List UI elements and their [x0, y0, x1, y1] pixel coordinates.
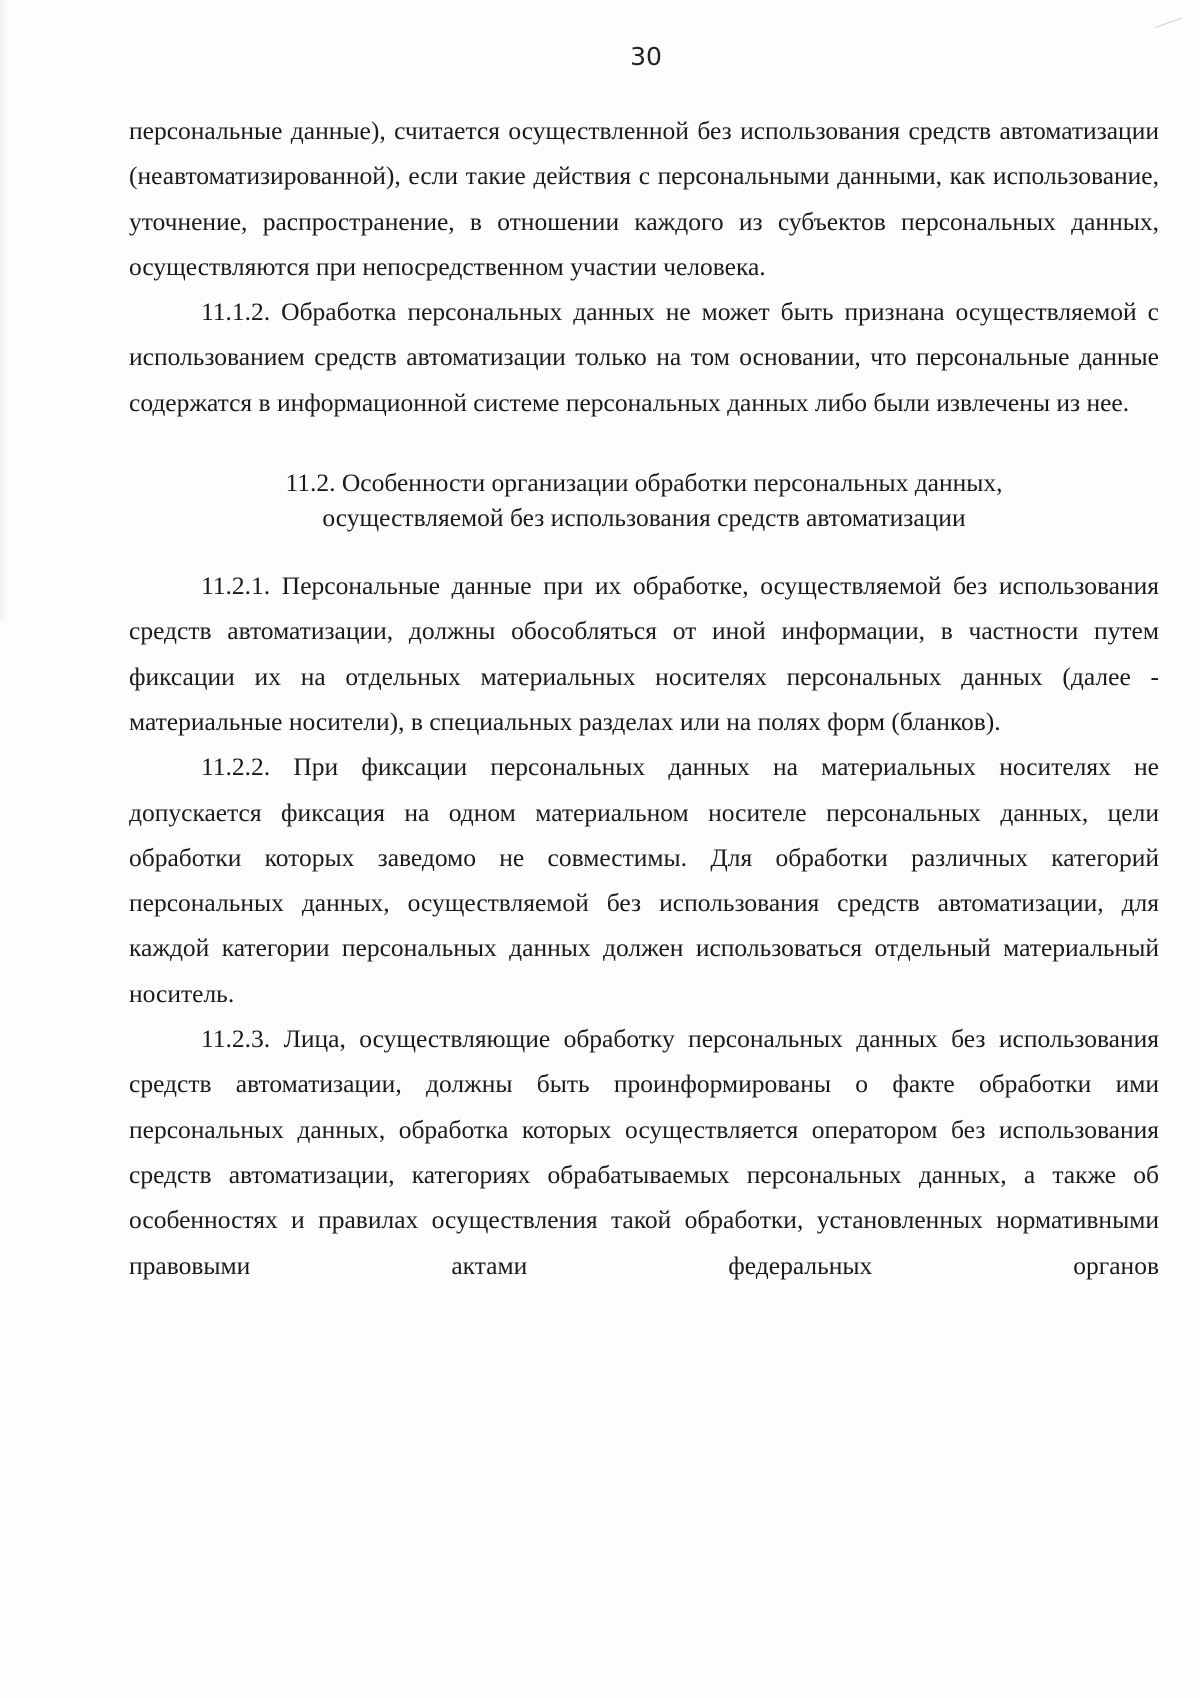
- paragraph-continued: персональные данные), считается осуществленной без использования средств автоматизации (неавтоматизированной), если такие действия с персональными данными, как использование, уточнение, распространение, в отношении каждого из субъектов персональных данных, осуществляются при непосредственном участии человека.: [129, 116, 1159, 281]
- paragraph-11-2-1: 11.2.1. Персональные данные при их обработке, осуществляемой без использования средств автоматизации, должны обособляться от иной информации, в частности путем фиксации их на отдельных материальных носителях персональных данных (далее - материальные носители), в специальных разделах или на полях форм (бланков).: [129, 571, 1159, 736]
- document-body: [129, 108, 1159, 1288]
- paragraph-11-1-2: 11.1.2. Обработка персональных данных не может быть признана осуществляемой с использованием средств автоматизации только на том основании, что персональные данные содержатся в информационной системе персональных данных либо были извлечены из нее.: [129, 297, 1159, 417]
- section-heading-11-2: [129, 465, 1159, 535]
- page-number: 30: [630, 42, 662, 71]
- section-heading-line-1: 11.2. Особенности организации обработки персональных данных,: [285, 468, 1003, 498]
- paragraph-11-2-3: 11.2.3. Лица, осуществляющие обработку персональных данных без использования средств автоматизации, должны быть проинформированы о факте обработки ими персональных данных, обработка которых осуществляется оператором без использования средств автоматизации, категориях обрабатываемых персональных данных, а также об особенностях и правилах осуществления такой обработки, установленных нормативными правовыми актами федеральных органов: [129, 1024, 1159, 1280]
- paragraph-11-2-2: 11.2.2. При фиксации персональных данных на материальных носителях не допускается фиксация на одном материальном носителе персональных данных, цели обработки которых заведомо не совместимы. Для обработки различных категорий персональных данных, осуществляемой без использования средств автоматизации, для каждой категории персональных данных должен использоваться отдельный материальный носитель.: [129, 752, 1159, 1008]
- scan-edge-shadow: [0, 0, 10, 620]
- section-heading-line-2: осуществляемой без использования средств автоматизации: [322, 503, 966, 533]
- scan-corner-mark: [1155, 17, 1184, 35]
